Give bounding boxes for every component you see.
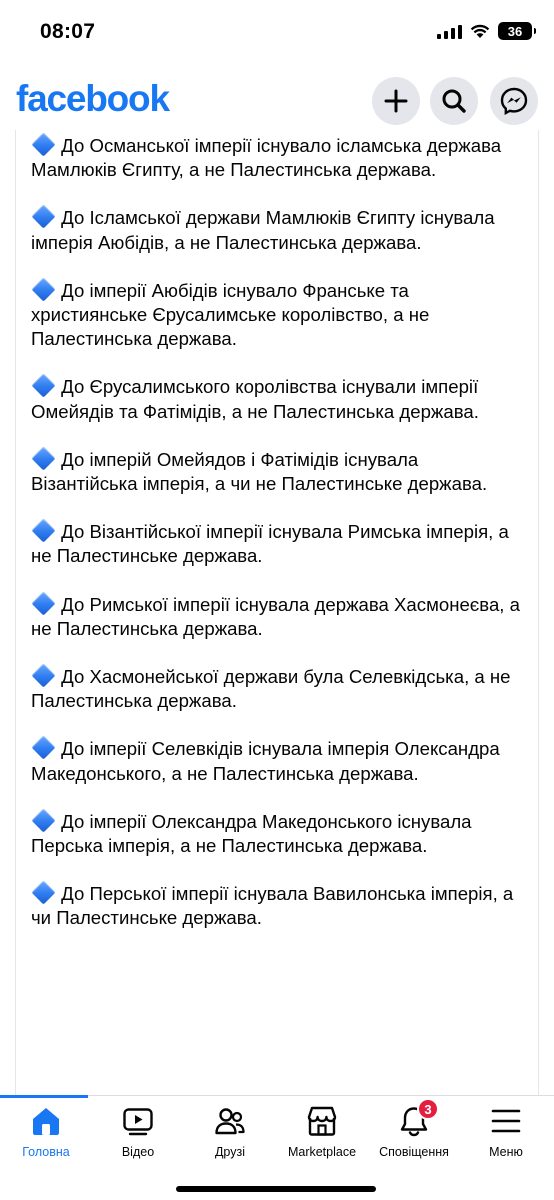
create-button[interactable] — [372, 77, 420, 125]
plus-icon — [384, 89, 408, 113]
battery-icon — [498, 22, 532, 40]
paragraph-text: До Візантійської імперії існувала Римська імперія, а не Палестинське держава. — [31, 521, 509, 567]
post-text — [31, 134, 526, 955]
active-tab-indicator — [0, 1095, 88, 1098]
status-icons — [437, 22, 532, 40]
paragraph-text: До Перської імперії існувала Вавилонська імперія, а чи Палестинське держава. — [31, 883, 514, 929]
blue-diamond-icon — [31, 205, 55, 229]
wifi-icon — [470, 23, 490, 39]
search-icon — [441, 88, 467, 114]
blue-diamond-icon — [31, 591, 55, 615]
nav-tab-video[interactable] — [92, 1104, 184, 1159]
home-icon — [29, 1104, 63, 1138]
marketplace-icon — [305, 1104, 339, 1138]
blue-diamond-icon — [31, 277, 55, 301]
facebook-logo[interactable]: facebook — [16, 78, 169, 119]
nav-tab-home[interactable] — [0, 1104, 92, 1159]
paragraph-text: До Єрусалимського королівства існували імперії Омейядів та Фатімідів, а не Палестинська держава. — [31, 376, 479, 422]
bell-icon — [397, 1101, 432, 1138]
nav-label: Відео — [121, 1145, 155, 1159]
notification-badge: 3 — [417, 1098, 439, 1120]
blue-diamond-icon — [31, 446, 55, 470]
paragraph-text: До Османської імперії існувало ісламська держава Мамлюків Єгипту, а не Палестинська держава. — [31, 135, 502, 181]
paragraph-text: До імперій Омейядов і Фатімідів існувала Візантійська імперія, а чи не Палестинське держава. — [31, 448, 488, 495]
nav-tab-notifications[interactable] — [368, 1101, 460, 1159]
post-paragraph — [31, 206, 526, 254]
blue-diamond-icon — [31, 881, 55, 905]
post-paragraph — [31, 375, 526, 423]
nav-label: Marketplace — [287, 1145, 357, 1159]
post-paragraph — [31, 520, 526, 568]
friends-icon — [213, 1104, 247, 1138]
battery-level: 36 — [507, 23, 523, 39]
blue-diamond-icon — [31, 736, 55, 760]
post-paragraph — [31, 665, 526, 713]
paragraph-text: До Ісламської держави Мамлюків Єгипту існувала імперія Аюбідів, а не Палестинська держава. — [31, 207, 495, 253]
nav-label: Друзі — [214, 1145, 246, 1159]
post-paragraph — [31, 593, 526, 641]
menu-icon — [489, 1104, 523, 1138]
blue-diamond-icon — [31, 132, 55, 156]
nav-tab-friends[interactable] — [184, 1104, 276, 1159]
nav-tab-marketplace[interactable] — [276, 1104, 368, 1159]
post-paragraph — [31, 448, 526, 496]
post-paragraph — [31, 134, 526, 182]
post-paragraph — [31, 810, 526, 858]
nav-label: Головна — [22, 1145, 70, 1159]
messenger-button[interactable] — [490, 77, 538, 125]
home-indicator[interactable] — [176, 1186, 376, 1192]
post-content — [0, 130, 554, 1095]
paragraph-text: До імперії Аюбідів існувало Франське та християнське Єрусалимське королівство, а не Палестинська держава. — [31, 279, 430, 350]
status-bar — [0, 0, 554, 64]
messenger-icon — [500, 87, 528, 115]
video-icon — [121, 1104, 155, 1138]
search-button[interactable] — [430, 77, 478, 125]
nav-label: Сповіщення — [379, 1145, 449, 1159]
paragraph-text: До Римської імперії існувала держава Хасмонеєва, а не Палестинська держава. — [31, 593, 520, 639]
bottom-navigation — [0, 1095, 554, 1200]
nav-label: Меню — [489, 1145, 523, 1159]
nav-tab-menu[interactable] — [460, 1104, 552, 1159]
app-header — [0, 64, 554, 130]
post-paragraph — [31, 882, 526, 930]
blue-diamond-icon — [31, 519, 55, 543]
blue-diamond-icon — [31, 664, 55, 688]
paragraph-text: До імперії Олександра Македонського існувала Перська імперія, а не Палестинська держава. — [31, 810, 472, 857]
paragraph-text: До Хасмонейської держави була Селевкідська, а не Палестинська держава. — [31, 666, 511, 712]
signal-icon — [437, 23, 462, 39]
blue-diamond-icon — [31, 374, 55, 398]
paragraph-text: До імперії Селевкідів існувала імперія Олександра Македонського, а не Палестинська держава. — [31, 738, 500, 784]
post-paragraph — [31, 279, 526, 352]
status-time: 08:07 — [40, 20, 96, 43]
blue-diamond-icon — [31, 808, 55, 832]
post-paragraph — [31, 737, 526, 785]
